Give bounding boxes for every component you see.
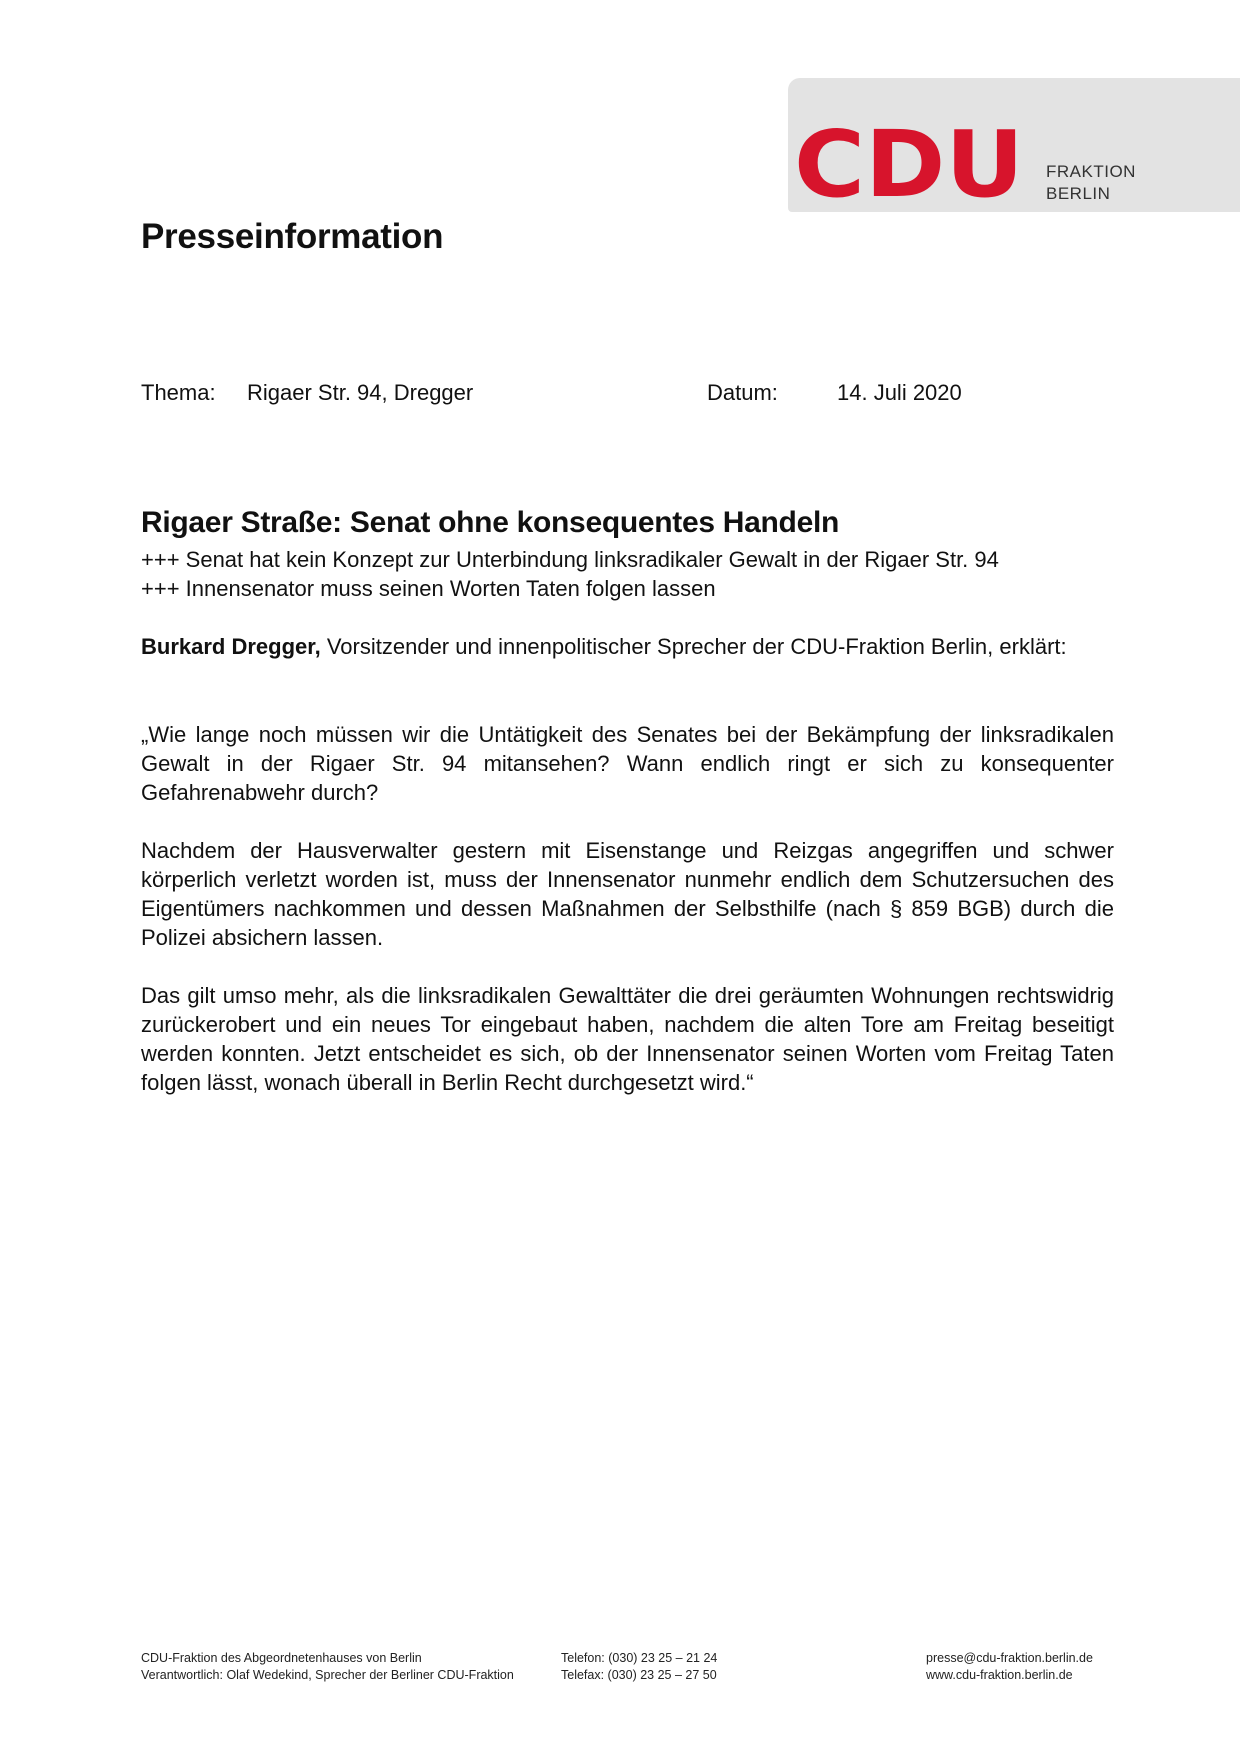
paragraph-2: Nachdem der Hausverwalter gestern mit Eisenstange und Reizgas angegriffen und schwer körperlich verletzt worden ist, muss der Innensenator nunmehr endlich dem Schutzersuchen des Eigentümers nachkommen und dessen Maßnahmen der Selbsthilfe (nach § 859 BGB) durch die Polizei absichern lassen. [141, 838, 1114, 950]
date-label: Datum: [707, 380, 778, 405]
footer-org [141, 1650, 514, 1684]
headline: Rigaer Straße: Senat ohne konsequentes Handeln [141, 506, 840, 539]
footer-org-name: CDU-Fraktion des Abgeordnetenhauses von Berlin [141, 1651, 422, 1665]
date-value: 14. Juli 2020 [837, 380, 962, 405]
footer-contact [561, 1650, 717, 1684]
logo-subtitle [1046, 161, 1136, 205]
intro-paragraph [141, 632, 1114, 661]
logo-line-fraktion: FRAKTION [1046, 162, 1136, 181]
subline-2: +++ Innensenator muss seinen Worten Taten folgen lassen [141, 576, 716, 601]
logo-brand-text: CDU [794, 118, 1024, 208]
subline-1: +++ Senat hat kein Konzept zur Unterbindung linksradikaler Gewalt in der Rigaer Str. 94 [141, 547, 999, 572]
footer-responsible: Verantwortlich: Olaf Wedekind, Sprecher der Berliner CDU-Fraktion [141, 1668, 514, 1682]
topic-value: Rigaer Str. 94, Dregger [247, 380, 474, 405]
footer-online [926, 1650, 1093, 1684]
footer-phone: Telefon: (030) 23 25 – 21 24 [561, 1651, 718, 1665]
footer-web-link[interactable]: www.cdu-fraktion.berlin.de [926, 1668, 1073, 1682]
cdu-logo [794, 118, 1028, 208]
footer-email-link[interactable]: presse@cdu-fraktion.berlin.de [926, 1651, 1093, 1665]
logo-line-berlin: BERLIN [1046, 184, 1111, 203]
paragraph-3: Das gilt umso mehr, als die linksradikalen Gewalttäter die drei geräumten Wohnungen rechtswidrig zurückerobert und ein neues Tor eingebaut haben, nachdem die alten Tore am Freitag beseitigt werden konnten. Jetzt entscheidet es sich, ob der Innensenator seinen Worten vom Freitag Taten folgen lässt, wonach überall in Berlin Recht durchgesetzt wird.“ [141, 983, 1114, 1095]
document-type-title: Presseinformation [141, 217, 444, 256]
footer-fax: Telefax: (030) 23 25 – 27 50 [561, 1668, 717, 1682]
paragraph-1: „Wie lange noch müssen wir die Untätigkeit des Senates bei der Bekämpfung der linksradikalen Gewalt in der Rigaer Str. 94 mitansehen? Wann endlich ringt er sich zu konsequenter Gefahrenabwehr durch? [141, 722, 1114, 805]
speaker-name: Burkard Dregger, [141, 634, 321, 659]
topic-label: Thema: [141, 380, 216, 405]
speaker-role: Vorsitzender und innenpolitischer Sprecher der CDU-Fraktion Berlin, erklärt: [320, 634, 1067, 659]
